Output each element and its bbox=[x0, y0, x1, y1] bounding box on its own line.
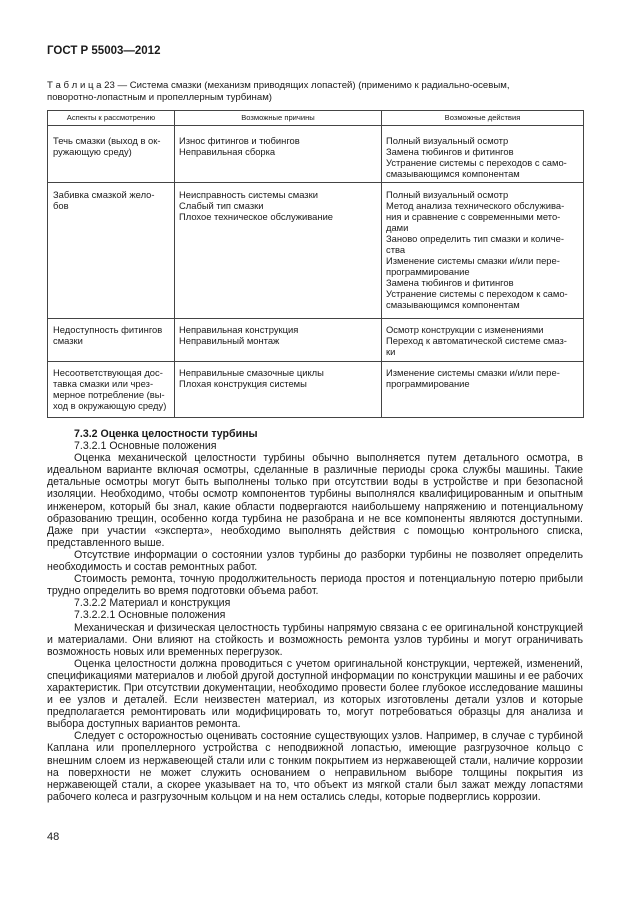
cell-line: мерное потребление (вы- bbox=[53, 389, 165, 400]
cell-line: ства bbox=[386, 244, 406, 255]
cell-line: смазки bbox=[53, 335, 83, 346]
cell-line: тавка смазки или чрез- bbox=[53, 378, 154, 389]
table-23 bbox=[47, 110, 584, 418]
cell-line: Плохая конструкция системы bbox=[179, 378, 307, 389]
table-row bbox=[48, 183, 584, 319]
cell-line: Течь смазки (выход в ок- bbox=[53, 135, 161, 146]
cell-line: Неисправность системы смазки bbox=[179, 189, 318, 200]
caption-line: Т а б л и ц а 23 — Система смазки (механизм приводящих лопастей) (применимо к радиально-осевым, bbox=[47, 80, 510, 91]
column-header: Возможные причины bbox=[175, 111, 382, 126]
cell-line: смазывающимся компонентам bbox=[386, 299, 520, 310]
cell-line: Плохое техническое обслуживание bbox=[179, 211, 334, 222]
table-row bbox=[48, 126, 584, 183]
cell-line: дами bbox=[386, 222, 409, 233]
aspect-cell bbox=[48, 126, 175, 183]
body-text bbox=[47, 428, 583, 803]
cell-line: Переход к автоматической системе смаз- bbox=[386, 335, 567, 346]
subsection-heading: 7.3.2.1 Основные положения bbox=[74, 440, 217, 453]
cell-line: ния и сравнение с современными мето- bbox=[386, 211, 561, 222]
actions-cell bbox=[382, 319, 584, 362]
table-row bbox=[48, 319, 584, 362]
cell-line: Замена тюбингов и фитингов bbox=[386, 277, 514, 288]
cell-line: Замена тюбингов и фитингов bbox=[386, 146, 514, 157]
cell-line: Неправильная конструкция bbox=[179, 324, 299, 335]
causes-cell bbox=[175, 126, 382, 183]
subsection-heading: 7.3.2.2 Материал и конструкция bbox=[74, 597, 231, 610]
column-header: Аспекты к рассмотрению bbox=[48, 111, 175, 126]
table-row bbox=[48, 362, 584, 418]
cell-line: Износ фитингов и тюбингов bbox=[179, 135, 300, 146]
cell-line: смазывающимся компонентам bbox=[386, 168, 520, 179]
cell-line: Устранение системы с переходом к само- bbox=[386, 288, 568, 299]
aspect-cell bbox=[48, 183, 175, 319]
cell-line: Изменение системы смазки и/или пере- bbox=[386, 367, 560, 378]
cell-line: Полный визуальный осмотр bbox=[386, 189, 509, 200]
causes-cell bbox=[175, 362, 382, 418]
column-header: Возможные действия bbox=[382, 111, 584, 126]
paragraph: Стоимость ремонта, точную продолжительность периода простоя и потенциальную потерю прибыли трудно определить во время подготовки объема работ. bbox=[47, 573, 583, 598]
cell-line: Недоступность фитингов bbox=[53, 324, 163, 335]
cell-line: ход в окружающую среду) bbox=[53, 400, 167, 411]
actions-cell bbox=[382, 362, 584, 418]
cell-line: Полный визуальный осмотр bbox=[386, 135, 509, 146]
cell-line: Неправильный монтаж bbox=[179, 335, 280, 346]
cell-line: Неправильная сборка bbox=[179, 146, 276, 157]
cell-line: программирование bbox=[386, 266, 470, 277]
aspect-cell bbox=[48, 319, 175, 362]
cell-line: Изменение системы смазки и/или пере- bbox=[386, 255, 560, 266]
actions-cell bbox=[382, 126, 584, 183]
table-header-row bbox=[48, 111, 584, 126]
cell-line: ки bbox=[386, 346, 396, 357]
causes-cell bbox=[175, 183, 382, 319]
subsection-heading: 7.3.2.2.1 Основные положения bbox=[74, 609, 226, 622]
aspect-cell bbox=[48, 362, 175, 418]
paragraph: Оценка механической целостности турбины обычно выполняется путем детального осмотра, в идеальном варианте включая осмотры, сделанные в различные периоды срока службы машины. Такие детальные осмотры могут быть выполнены только при отсутствии воды в устройстве и при безопасной изоляции. Необходимо, чтобы осмотр компонентов турбины выполнялся квалифицированным и опытным инженером, который бы знал, какие области подвергаются наибольшему напряжению и потенциальному образованию трещин, особенно когда турбина не разобрана и не все компоненты являются доступными. Даже при участии «эксперта», необходимо выполнять действия с помощью контрольного списка, представленного выше. bbox=[47, 452, 583, 549]
cell-line: Забивка смазкой жело- bbox=[53, 189, 155, 200]
cell-line: Неправильные смазочные циклы bbox=[179, 367, 324, 378]
section-heading: 7.3.2 Оценка целостности турбины bbox=[74, 428, 258, 440]
paragraph: Механическая и физическая целостность турбины напрямую связана с ее оригинальной конструкцией и материалами. Они влияют на стойкость и возможность ремонта узлов турбины и могут ограничивать возможность новых или временных перегрузок. bbox=[47, 621, 583, 658]
cell-line: бов bbox=[53, 200, 69, 211]
caption-line: поворотно-лопастным и пропеллерным турбинам) bbox=[47, 92, 272, 103]
table-caption bbox=[47, 80, 583, 104]
page-number: 48 bbox=[47, 831, 60, 843]
document-header: ГОСТ Р 55003—2012 bbox=[47, 45, 161, 57]
cell-line: Метод анализа технического обслужива- bbox=[386, 200, 565, 211]
paragraph: Оценка целостности должна проводиться с учетом оригинальной конструкции, чертежей, изменений, спецификациями материалов и любой другой доступной информации по конструкции машины и ее рабочих характеристик. При отсутствии документации, необходимо провести более глубокое исследование машины и ее узлов и деталей. Если неизвестен материал, из которых изготовлены детали узлов и которые предполагается ремонтировать или модифицировать то, могут потребоваться образцы для анализа и выбора доступных вариантов ремонта. bbox=[47, 657, 583, 731]
cell-line: программирование bbox=[386, 378, 470, 389]
cell-line: Осмотр конструкции с изменениями bbox=[386, 324, 544, 335]
cell-line: Слабый тип смазки bbox=[179, 200, 264, 211]
cell-line: Несоответствующая дос- bbox=[53, 367, 163, 378]
cell-line: ружающую среду) bbox=[53, 146, 132, 157]
cell-line: Устранение системы с переходов с само- bbox=[386, 157, 567, 168]
cell-line: Заново определить тип смазки и количе- bbox=[386, 233, 565, 244]
paragraph: Отсутствие информации о состоянии узлов турбины до разборки турбины не позволяет определить необходимость и состав ремонтных работ. bbox=[47, 548, 583, 574]
actions-cell bbox=[382, 183, 584, 319]
paragraph: Следует с осторожностью оценивать состояние существующих узлов. Например, в случае с турбиной Каплана или пропеллерного устройства с неподвижной лопастью, имеющие разгрузочное кольцо с внешним слоем из нержавеющей стали или с тонким покрытием из нержавеющей стали, наличие коррозии на поверхности не может служить основанием о неправильном выборе толщины покрытия из нержавеющей стали, а скорее указывает на то, что объект из мягкой стали был зажат между лопастями рабочего колеса и разгрузочным кольцом и на нем остались следы, которые подверглись коррозии. bbox=[47, 730, 583, 803]
causes-cell bbox=[175, 319, 382, 362]
